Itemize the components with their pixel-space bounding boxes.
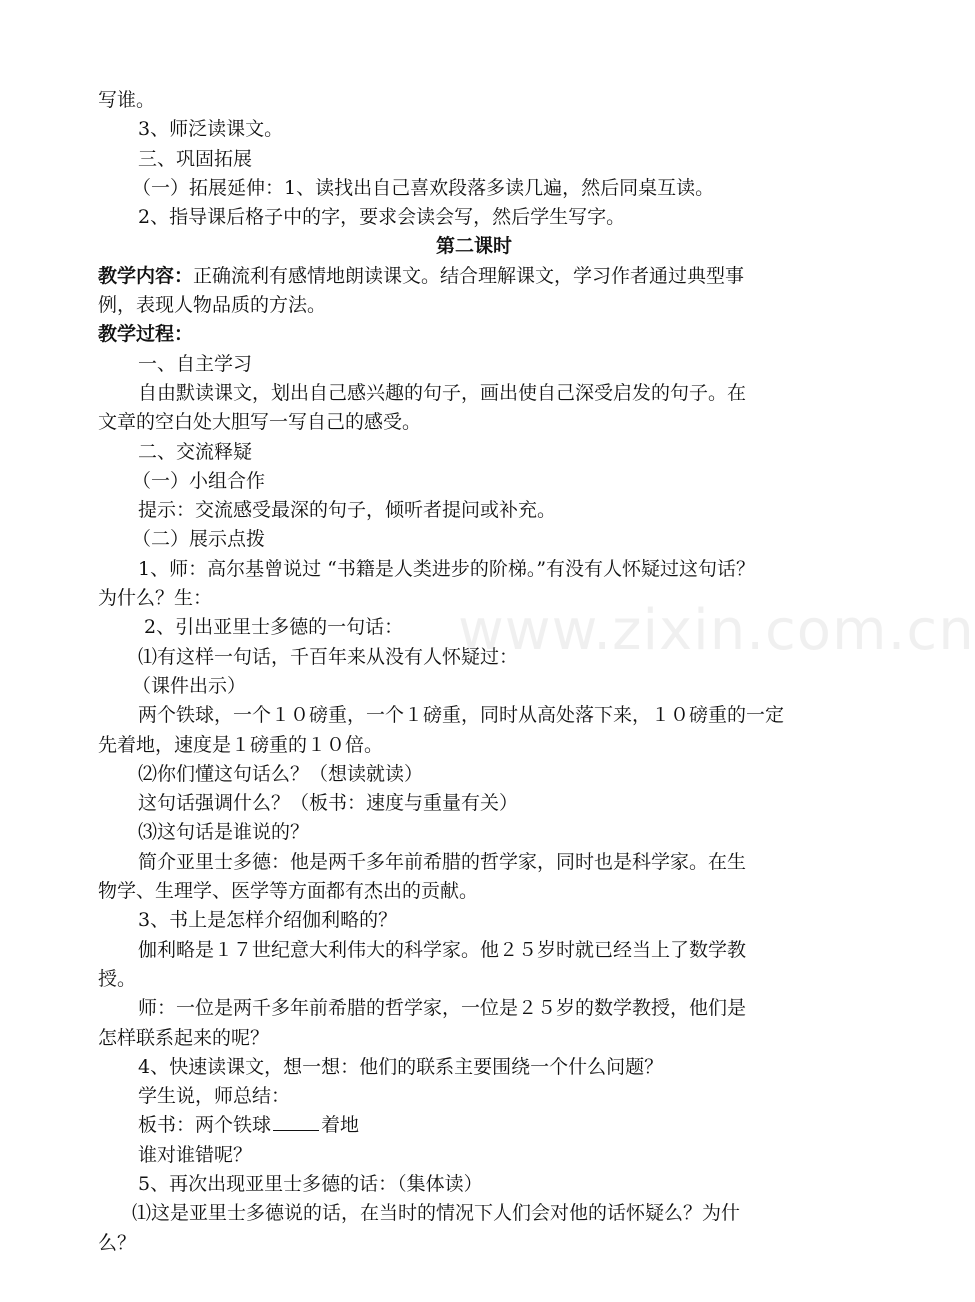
text-line: （一）拓展延伸：1、读找出自己喜欢段落多读几遍，然后同桌互读。: [132, 176, 715, 199]
content-label: 教学内容：: [98, 264, 194, 287]
text-line: 师：一位是两千多年前希腊的哲学家，一位是２５岁的数学教授，他们是: [138, 997, 747, 1020]
text-line: 么？: [98, 1231, 137, 1254]
text-line: 文章的空白处大胆写一写自己的感受。: [98, 411, 422, 434]
process-heading: 教学过程：: [98, 323, 194, 346]
text-line: 怎样联系起来的呢？: [98, 1026, 270, 1049]
text-line: 自由默读课文，划出自己感兴趣的句子，画出使自己深受启发的句子。在: [138, 381, 747, 404]
text-line: 3、书上是怎样介绍伽利略的？: [138, 909, 398, 932]
text-line: 学生说，师总结：: [138, 1085, 291, 1108]
text-line: 先着地，速度是１磅重的１０倍。: [98, 733, 384, 756]
text-line: [98, 262, 850, 291]
text-line: （课件出示）: [132, 674, 247, 697]
text-line: 提示：交流感受最深的句子，倾听者提问或补充。: [138, 499, 557, 522]
text-line: 3、师泛读课文。: [138, 118, 284, 141]
text-line: 这句话强调什么？（板书：速度与重量有关）: [138, 792, 519, 815]
fill-blank: [273, 1111, 319, 1131]
board-text-end: 着地: [321, 1114, 360, 1137]
text-line: 2、指导课后格子中的字，要求会读会写，然后学生写字。: [138, 206, 626, 229]
text-line: [98, 1111, 850, 1140]
text-line: 授。: [98, 967, 137, 990]
text-line: 例，表现人物品质的方法。: [98, 294, 327, 317]
text-line: 1、师：高尔基曾说过 “书籍是人类进步的阶梯。”有没有人怀疑过这句话？: [138, 557, 756, 580]
text-line: 谁对谁错呢？: [138, 1143, 253, 1166]
text-line: 2、引出亚里士多德的一句话：: [144, 616, 404, 639]
text-line: 伽利略是１７世纪意大利伟大的科学家。他２５岁时就已经当上了数学教: [138, 938, 747, 961]
content-text: 正确流利有感情地朗读课文。结合理解课文，学习作者通过典型事: [193, 264, 745, 287]
text-line: （一）小组合作: [132, 469, 266, 492]
watermark: www.zixin.com.cn: [458, 598, 975, 663]
text-line: 5、再次出现亚里士多德的话：（集体读）: [138, 1172, 483, 1195]
text-line: 简介亚里士多德：他是两千多年前希腊的哲学家，同时也是科学家。在生: [138, 850, 747, 873]
section-heading: 第二课时: [435, 235, 512, 258]
text-line: 两个铁球，一个１０磅重，一个１磅重，同时从高处落下来，１０磅重的一定: [138, 704, 785, 727]
text-line: 物学、生理学、医学等方面都有杰出的贡献。: [98, 880, 479, 903]
board-text-start: 板书：两个铁球: [138, 1114, 272, 1137]
document-body: [98, 86, 850, 1258]
text-line: 二、交流释疑: [138, 440, 253, 463]
text-line: （二）展示点拨: [132, 528, 266, 551]
text-line: 三、巩固拓展: [138, 147, 253, 170]
text-line: 为什么？生：: [98, 587, 213, 610]
text-line: ⑴有这样一句话，千百年来从没有人怀疑过：: [138, 645, 519, 668]
text-line: 写谁。: [98, 89, 156, 111]
text-line: ⑵你们懂这句话么？（想读就读）: [138, 762, 424, 785]
text-line: 4、快速读课文，想一想：他们的联系主要围绕一个什么问题？: [138, 1055, 664, 1078]
text-line: 一、自主学习: [138, 352, 253, 375]
text-line: ⑶这句话是谁说的？: [138, 821, 310, 844]
text-line: ⑴这是亚里士多德说的话，在当时的情况下人们会对他的话怀疑么？为什: [132, 1202, 741, 1225]
